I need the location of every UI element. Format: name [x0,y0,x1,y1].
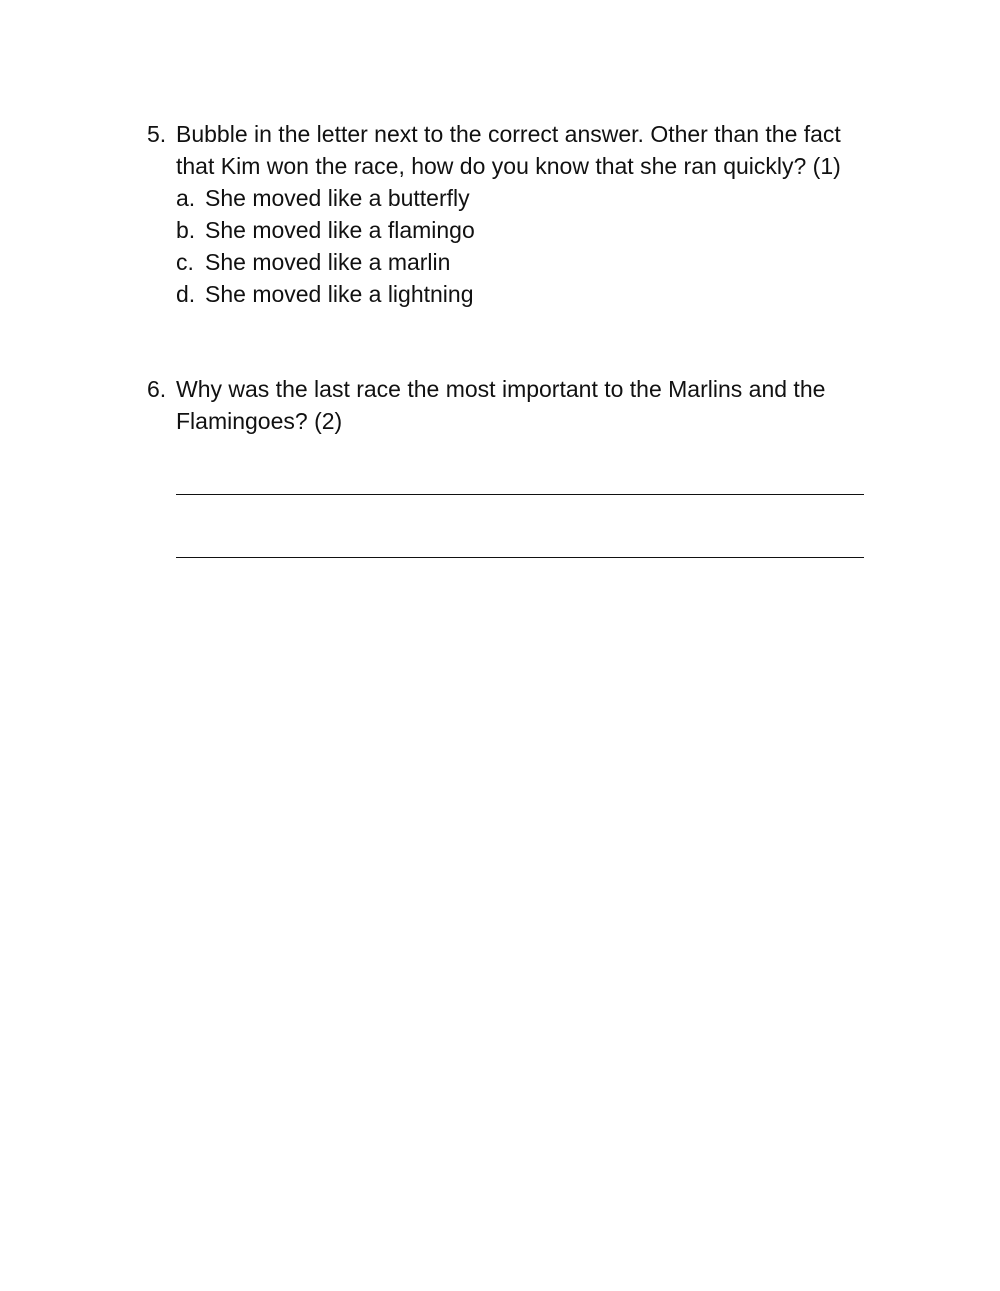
option-letter[interactable]: b. [176,217,196,243]
option-text: She moved like a lightning [205,281,474,307]
question-6 [147,373,877,437]
answer-line-2[interactable] [176,557,864,558]
option-letter[interactable]: c. [176,249,194,275]
question-5 [147,118,877,310]
option-b[interactable] [176,214,877,246]
option-text: She moved like a marlin [205,249,451,275]
option-a[interactable] [176,182,877,214]
question-number: 5. [147,121,167,147]
option-letter[interactable]: d. [176,281,196,307]
answer-line-1[interactable] [176,494,864,495]
question-text: Bubble in the letter next to the correct answer. Other than the fact that Kim won the race, how do you know that she ran quickly? (1) [176,121,841,179]
option-c[interactable] [176,246,877,278]
option-letter[interactable]: a. [176,185,196,211]
question-text: Why was the last race the most important to the Marlins and the Flamingoes? (2) [176,376,826,434]
option-text: She moved like a butterfly [205,185,470,211]
question-number: 6. [147,376,167,402]
answer-options [176,182,877,310]
option-d[interactable] [176,278,877,310]
option-text: She moved like a flamingo [205,217,475,243]
